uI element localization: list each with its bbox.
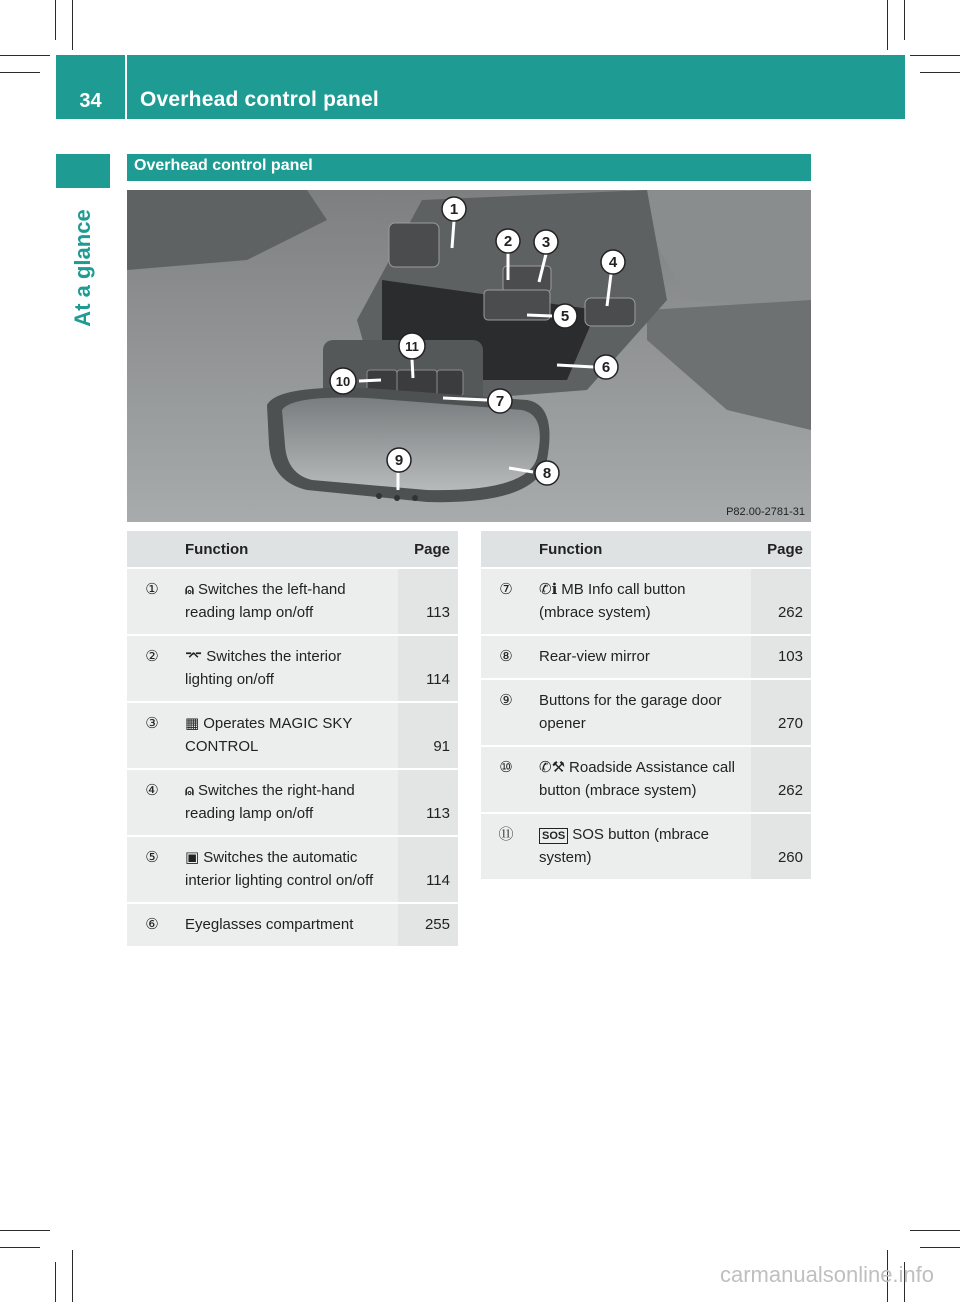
crop-mark [72, 1250, 73, 1302]
page-reference[interactable]: 255 [398, 903, 458, 946]
callout-9 [387, 448, 411, 472]
info-call-icon: ✆ℹ [539, 581, 558, 598]
col-header-function: Function [177, 531, 398, 568]
crop-mark [920, 72, 960, 73]
page-reference[interactable]: 114 [398, 836, 458, 903]
crop-mark [910, 55, 960, 56]
overhead-panel-illustration [127, 190, 811, 522]
item-number: ⑪ [481, 813, 531, 879]
svg-text:8: 8 [542, 465, 552, 482]
page-reference[interactable]: 262 [751, 568, 811, 635]
svg-text:7: 7 [495, 393, 505, 410]
page-reference[interactable]: 103 [751, 635, 811, 679]
item-description: Roadside Assistance call button (mbrace system) [539, 759, 735, 799]
item-number: ⑨ [481, 679, 531, 746]
item-number: ④ [127, 769, 177, 836]
callout-1 [442, 197, 466, 221]
header-separator [125, 55, 127, 119]
magic-sky-icon: ▦ [185, 715, 200, 732]
crop-mark [920, 1247, 960, 1248]
page-reference[interactable]: 270 [751, 679, 811, 746]
table-row [481, 679, 811, 746]
svg-text:2: 2 [503, 233, 513, 250]
item-number: ⑩ [481, 746, 531, 813]
col-header-page: Page [751, 531, 811, 568]
page-reference[interactable]: 113 [398, 769, 458, 836]
table-row [127, 836, 458, 903]
callout-5 [553, 304, 577, 328]
item-description: Switches the automatic interior lighting control on/off [185, 849, 374, 889]
page-reference[interactable]: 260 [751, 813, 811, 879]
roadside-assistance-icon: ✆⚒ [539, 759, 566, 776]
item-description: Switches the left-hand reading lamp on/off [185, 581, 346, 621]
table-row [481, 635, 811, 679]
callout-8 [535, 461, 559, 485]
table-row [127, 568, 458, 635]
item-number: ⑥ [127, 903, 177, 946]
col-header-function: Function [531, 531, 751, 568]
col-header-num [481, 531, 531, 568]
callout-4 [601, 250, 625, 274]
svg-text:10: 10 [335, 374, 351, 389]
callout-3 [534, 230, 558, 254]
callout-6 [594, 355, 618, 379]
reading-lamp-icon: ⍝ [185, 782, 195, 799]
svg-text:11: 11 [405, 339, 419, 354]
crop-mark [72, 0, 73, 50]
crop-mark [55, 0, 56, 40]
callout-11 [399, 333, 425, 359]
side-tab-label: At a glance [70, 209, 95, 327]
svg-text:9: 9 [394, 452, 404, 469]
item-number: ⑧ [481, 635, 531, 679]
page-reference[interactable]: 114 [398, 635, 458, 702]
page-number: 34 [79, 90, 102, 112]
item-description: SOS button (mbrace system) [539, 826, 709, 866]
crop-mark [0, 1247, 40, 1248]
table-row [481, 746, 811, 813]
crop-mark [0, 72, 40, 73]
callout-10 [330, 368, 356, 394]
svg-text:5: 5 [560, 308, 570, 325]
footer-watermark: carmanualsonline.info [720, 1262, 935, 1287]
crop-mark [904, 0, 905, 40]
table-row [481, 568, 811, 635]
item-description: MB Info call button (mbrace system) [539, 581, 686, 621]
item-description: Buttons for the garage door opener [539, 692, 722, 732]
table-row [127, 769, 458, 836]
crop-mark [55, 1262, 56, 1302]
auto-interior-light-icon: ▣ [185, 849, 200, 866]
figure-code: P82.00-2781-31 [726, 506, 805, 518]
page-reference[interactable]: 91 [398, 702, 458, 769]
table-row [127, 903, 458, 946]
item-number: ② [127, 635, 177, 702]
function-table-left [127, 531, 458, 946]
table-row [481, 813, 811, 879]
page-header-title: Overhead control panel [140, 88, 379, 111]
table-row [127, 702, 458, 769]
function-table-right [481, 531, 811, 879]
sos-icon: SOS [539, 828, 568, 844]
table-row [127, 635, 458, 702]
callout-7 [488, 389, 512, 413]
section-title: Overhead control panel [134, 157, 313, 174]
page-reference[interactable]: 262 [751, 746, 811, 813]
svg-text:3: 3 [541, 234, 551, 251]
svg-text:4: 4 [608, 254, 618, 271]
crop-mark [887, 0, 888, 50]
item-number: ③ [127, 702, 177, 769]
item-description: Switches the right-hand reading lamp on/off [185, 782, 355, 822]
item-description: Switches the interior lighting on/off [185, 648, 342, 688]
callout-2 [496, 229, 520, 253]
crop-mark [0, 55, 50, 56]
reading-lamp-icon: ⍝ [185, 581, 195, 598]
svg-text:6: 6 [601, 359, 611, 376]
item-description: Eyeglasses compartment [185, 916, 354, 933]
col-header-page: Page [398, 531, 458, 568]
item-description: Operates MAGIC SKY CONTROL [185, 715, 353, 755]
svg-text:1: 1 [449, 201, 459, 218]
item-number: ⑦ [481, 568, 531, 635]
col-header-num [127, 531, 177, 568]
crop-mark [0, 1230, 50, 1231]
interior-light-icon: ⌤ [185, 648, 203, 665]
page-reference[interactable]: 113 [398, 568, 458, 635]
item-number: ⑤ [127, 836, 177, 903]
item-number: ① [127, 568, 177, 635]
item-description: Rear-view mirror [539, 648, 650, 665]
crop-mark [910, 1230, 960, 1231]
